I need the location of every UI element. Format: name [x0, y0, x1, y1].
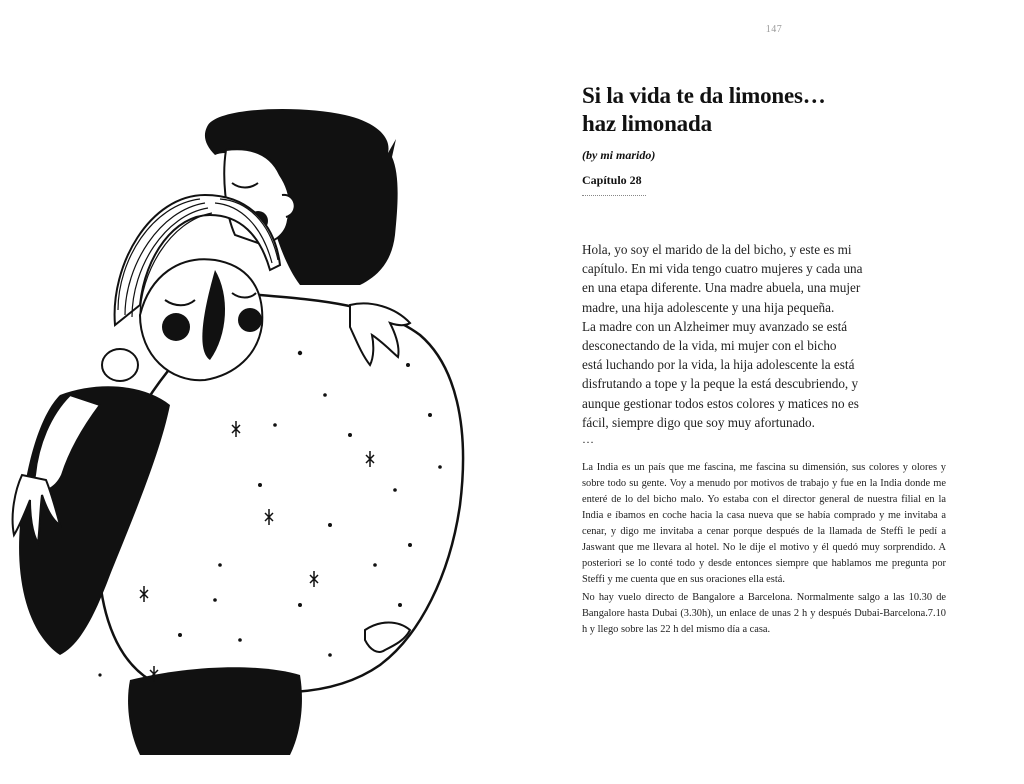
intro-line: desconectando de la vida, mi mujer con el bicho: [582, 338, 837, 354]
intro-line: capítulo. En mi vida tengo cuatro mujeres y cada una: [582, 261, 863, 277]
woman-hand-back: [365, 623, 410, 652]
intro-line: La madre con un Alzheimer muy avanzado se está: [582, 318, 848, 334]
illustration-svg: [0, 95, 520, 755]
byline: (by mi marido): [582, 148, 656, 162]
intro-line: Hola, yo soy el marido de la del bicho, y este es mi: [582, 242, 852, 257]
title-line: haz limonada: [582, 111, 712, 136]
body-paragraph: No hay vuelo directo de Bangalore a Barcelona. Normalmente salgo a las 10.30 de Bangalore hasta Dubai (3.30h), un enlace de unas 2 h y después Dubai-Barcelona.7.10 h y llego sobre las 22 h del mismo día a casa.: [582, 592, 946, 636]
intro-paragraph: [582, 240, 932, 432]
page-number: 147: [765, 24, 783, 35]
chapter-label: Capítulo 28: [582, 173, 642, 187]
intro-line: está luchando por la vida, la hija adolescente la está: [582, 357, 855, 373]
body-paragraph: La India es un país que me fascina, me fascina su dimensión, sus colores y olores y sobre todo su gente. Voy a menudo por motivos de trabajo y fue en la India donde me enteré de lo del bicho malo. Yo estaba con el director general de nuestra filial en la India e íbamos en coche hacia la casa nueva que se había comprado y me invitaba a cenar, y digo me invitaba a cenar porque después de la llamada de Steffi le pedí a Jaswant que me llevara al hotel. No le dije el motivo y él quedó muy sorprendido. A posteriori se lo conté todo y desde entonces siempre que hablamos me pregunta por Steffi y me cuenta que en sus oraciones ella está.: [582, 462, 946, 586]
intro-line: aunque gestionar todos estos colores y matices no es: [582, 395, 859, 411]
woman-cheek-right: [238, 308, 262, 332]
article-title: [582, 82, 946, 138]
woman-cheek: [162, 313, 190, 341]
body-text: [582, 460, 946, 638]
intro-line: madre, una hija adolescente y una hija pequeña.: [582, 299, 835, 315]
intro-line: en una etapa diferente. Una madre abuela, una mujer: [582, 280, 861, 296]
dotted-divider: [582, 195, 646, 196]
title-line: Si la vida te da limones…: [582, 83, 826, 108]
article: [582, 82, 946, 638]
intro-line: fácil, siempre digo que soy muy afortunado.: [582, 414, 815, 430]
intro-line: disfrutando a tope y la peque la está descubriendo, y: [582, 376, 859, 392]
woman-bun: [102, 349, 138, 381]
ellipsis: …: [582, 432, 594, 447]
hugging-couple-illustration: [0, 95, 520, 755]
